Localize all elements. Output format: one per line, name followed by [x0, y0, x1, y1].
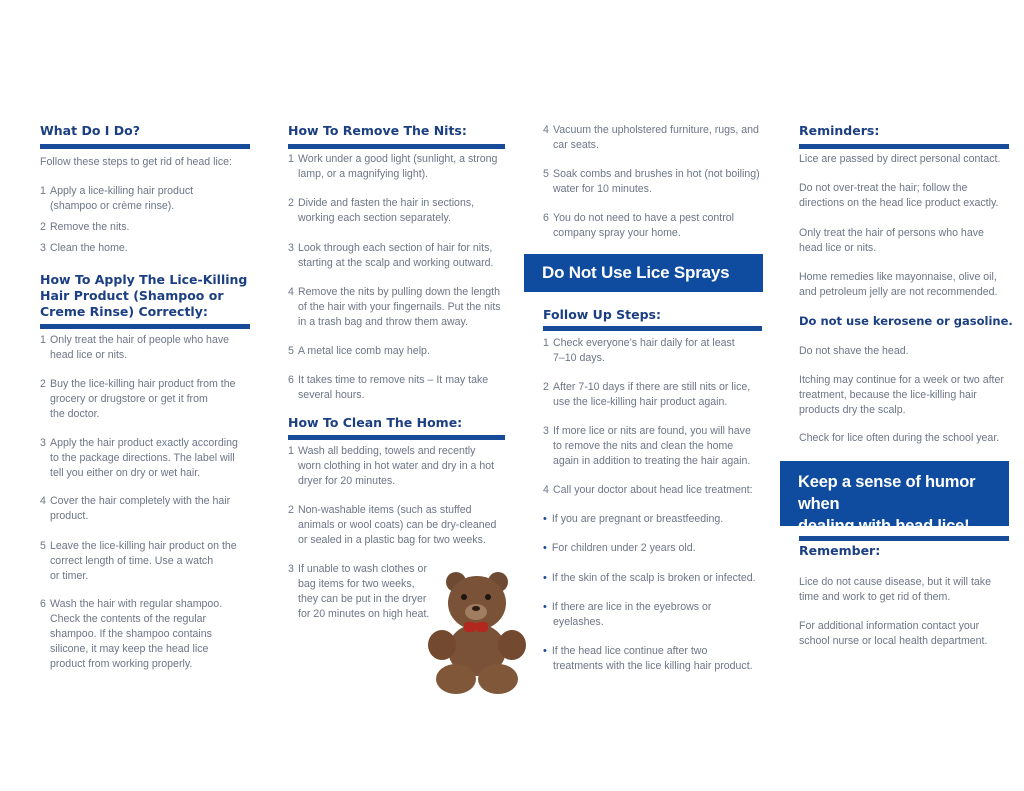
warning-text: Do not use kerosene or gasoline. [799, 314, 1013, 328]
reminder-text: Do not over-treat the hair; follow the directions on the head lice product exactly. [799, 182, 999, 209]
remember-text: For additional information contact your school nurse or local health department. [799, 620, 988, 647]
list-item: 6 Wash the hair with regular shampoo. Check the contents of the regular shampoo. If the shampoo contains silicone, it may keep the head lice product from working properly. [40, 598, 223, 670]
list-item: 4 Cover the hair completely with the hair product. [40, 495, 231, 522]
teddy-bear-image [426, 568, 526, 696]
bullet-item: • If there are lice in the eyebrows or eyelashes. [543, 600, 711, 630]
bullet-item: • For children under 2 years old. [543, 541, 696, 556]
heading-remove-nits: How To Remove The Nits: [288, 123, 467, 138]
list-item: 5 A metal lice comb may help. [288, 345, 430, 357]
list-item: 2 Non-washable items (such as stuffed animals or wool coats) can be dry-cleaned or sealed in a plastic bag for two weeks. [288, 504, 497, 546]
list-item: 3 If more lice or nits are found, you will have to remove the nits and clean the home again in addition to treating the hair again. [543, 425, 751, 467]
heading-follow-up: Follow Up Steps: [543, 307, 661, 322]
heading-rule [288, 435, 505, 440]
do-not-use-sprays-banner: Do Not Use Lice Sprays [524, 254, 763, 292]
list-item: 2 Divide and fasten the hair in sections, working each section separately. [288, 197, 475, 224]
heading-remember: Remember: [799, 543, 881, 558]
list-item: 1 Wash all bedding, towels and recently worn clothing in hot water and dry in a hot dryer for 20 minutes. [288, 445, 495, 487]
list-item: 2 Remove the nits. [40, 221, 130, 233]
list-item: 1 Only treat the hair of people who have head lice or nits. [40, 334, 230, 361]
list-item: 3 Apply the hair product exactly according to the package directions. The label will tell you either on dry or wet hair. [40, 437, 238, 479]
list-item: 3 Look through each section of hair for nits, starting at the scalp and working outward. [288, 242, 494, 269]
heading-rule [799, 144, 1009, 149]
bullet-item: • If you are pregnant or breastfeeding. [543, 512, 723, 527]
list-item: 4 Call your doctor about head lice treatment: [543, 484, 753, 496]
reminder-text: Only treat the hair of persons who have head lice or nits. [799, 227, 984, 254]
list-item: 1 Apply a lice-killing hair product (shampoo or crème rinse). [40, 185, 194, 212]
reminder-text: Lice are passed by direct personal contact. [799, 153, 1001, 165]
heading-rule [288, 144, 505, 149]
list-item: 4 Vacuum the upholstered furniture, rugs, and car seats. [543, 124, 759, 151]
list-item: 3 Clean the home. [40, 242, 128, 254]
list-item: 5 Soak combs and brushes in hot (not boiling) water for 10 minutes. [543, 168, 760, 195]
reminder-text: Do not shave the head. [799, 345, 909, 357]
intro-text: Follow these steps to get rid of head lice: [40, 156, 232, 168]
heading-rule [543, 326, 762, 331]
bullet-item: • If the head lice continue after two treatments with the lice killing hair product. [543, 644, 753, 674]
list-item: 6 You do not need to have a pest control company spray your home. [543, 212, 735, 239]
heading-what-do-i-do: What Do I Do? [40, 123, 140, 138]
remember-text: Lice do not cause disease, but it will take time and work to get rid of them. [799, 576, 991, 603]
heading-reminders: Reminders: [799, 123, 880, 138]
list-item: 1 Check everyone’s hair daily for at least 7–10 days. [543, 337, 735, 364]
list-item: 1 Work under a good light (sunlight, a strong lamp, or a magnifying light). [288, 153, 498, 180]
list-item: 6 It takes time to remove nits – It may take several hours. [288, 374, 489, 401]
humor-banner: Keep a sense of humor when dealing with head lice! [780, 461, 1009, 526]
reminder-text: Check for lice often during the school year. [799, 432, 1000, 444]
heading-rule [40, 324, 250, 329]
reminder-text: Itching may continue for a week or two after treatment, because the lice-killing hair products dry the scalp. [799, 374, 1004, 416]
bullet-item: • If the skin of the scalp is broken or infected. [543, 571, 756, 586]
list-item: 5 Leave the lice-killing hair product on the correct length of time. Use a watch or timer. [40, 540, 237, 582]
heading-rule [40, 144, 250, 149]
list-item: 3 If unable to wash clothes or bag items for two weeks, they can be put in the dryer for 20 minutes on high heat. [288, 563, 430, 620]
list-item: 4 Remove the nits by pulling down the length of the hair with your fingernails. Put the nits in a trash bag and throw them away. [288, 286, 501, 328]
heading-how-to-apply: How To Apply The Lice-Killing Hair Product (Shampoo or Creme Rinse) Correctly: [40, 272, 248, 319]
list-item: 2 Buy the lice-killing hair product from the grocery or drugstore or get it from the doctor. [40, 378, 236, 420]
heading-rule [799, 536, 1009, 541]
heading-clean-home: How To Clean The Home: [288, 415, 463, 430]
reminder-text: Home remedies like mayonnaise, olive oil, and petroleum jelly are not recommended. [799, 271, 998, 298]
list-item: 2 After 7-10 days if there are still nits or lice, use the lice-killing hair product again. [543, 381, 751, 408]
